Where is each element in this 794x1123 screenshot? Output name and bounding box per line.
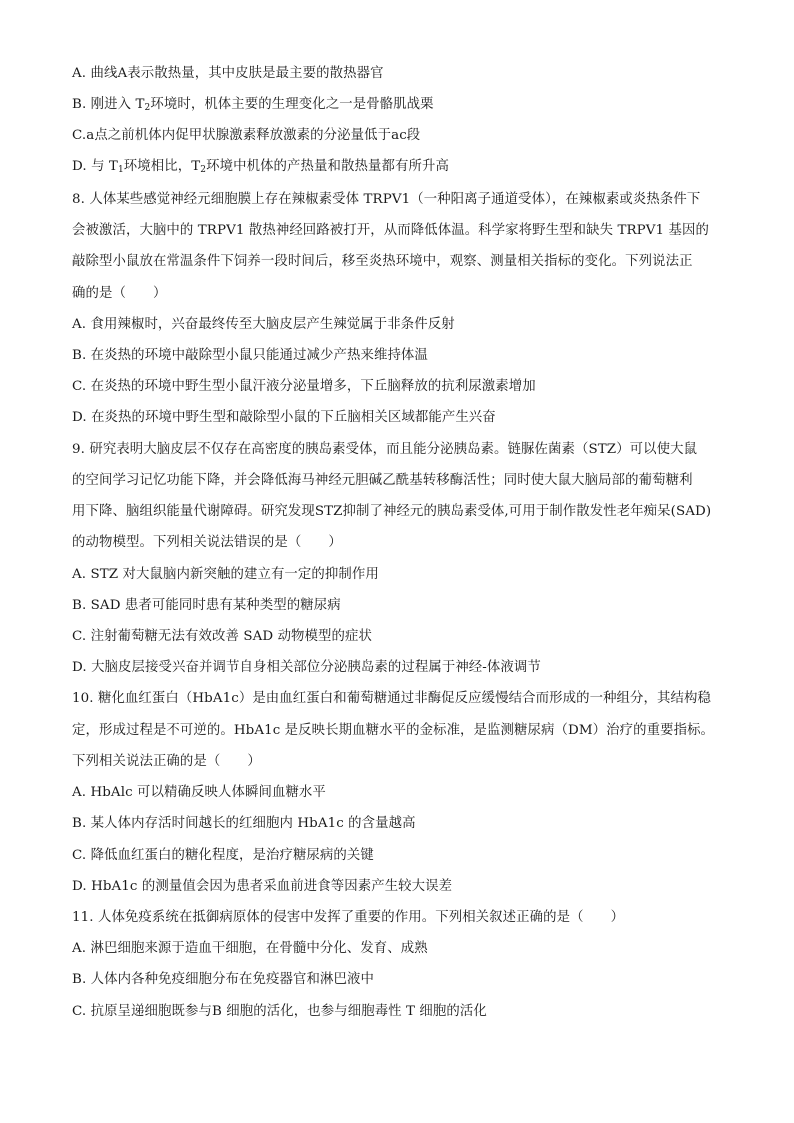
q10-option-a: A. HbAlc 可以精确反映人体瞬间血糖水平 [72,785,326,800]
q11-option-c: C. 抗原呈递细胞既参与B 细胞的活化，也参与细胞毒性 T 细胞的活化 [72,1004,487,1019]
subscript: 1 [117,165,124,175]
q11-option-a: A. 淋巴细胞来源于造血干细胞，在骨髓中分化、发育、成熟 [72,941,428,956]
q11-stem-line: 11. 人体免疫系统在抵御病原体的侵害中发挥了重要的作用。下列相关叙述正确的是（ ） [72,910,625,925]
q8-stem-line: 8. 人体某些感觉神经元细胞膜上存在辣椒素受体 TRPV1（一种阳离子通道受体），在辣椒素或炎热条件下 [72,192,701,207]
option-text: 与 T [91,159,118,174]
q9-stem-line: 的空间学习记忆功能下降，并会降低海马神经元胆碱乙酰基转移酶活性；同时使大鼠大脑局部的葡萄糖利 [72,473,693,488]
option-text: a点之前机体内促甲状腺激素释放激素的分泌量低于ac段 [86,128,421,143]
q10-option-d: D. HbA1c 的测量值会因为患者采血前进食等因素产生较大误差 [72,879,453,894]
q9-stem-line: 的动物模型。下列相关说法错误的是（ ） [72,535,342,550]
q11-option-b: B. 人体内各种免疫细胞分布在免疫器官和淋巴液中 [72,972,374,987]
q9-stem-line: 用下降、脑组织能量代谢障碍。研究发现STZ抑制了神经元的胰岛素受体,可用于制作散发性老年痴呆(SAD) [72,504,712,519]
q9-option-a: A. STZ 对大鼠脑内新突触的建立有一定的抑制作用 [72,567,379,582]
option-text: 环境相比，T [123,159,201,174]
q7-option-d [72,157,740,177]
q8-option-a: A. 食用辣椒时，兴奋最终传至大脑皮层产生辣觉属于非条件反射 [72,317,455,332]
option-text: 环境时，机体主要的生理变化之一是骨骼肌战栗 [150,97,434,112]
q10-stem-line: 下列相关说法正确的是（ ） [72,754,261,769]
q9-option-c: C. 注射葡萄糖无法有效改善 SAD 动物模型的症状 [72,629,373,644]
q8-stem-line: 敲除型小鼠放在常温条件下饲养一段时间后，移至炎热环境中，观察、测量相关指标的变化。下列说法正 [72,254,693,269]
q8-option-d: D. 在炎热的环境中野生型和敲除型小鼠的下丘脑相关区域都能产生兴奋 [72,410,496,425]
option-label: C. [72,128,87,143]
q9-stem-line: 9. 研究表明大脑皮层不仅存在高密度的胰岛素受体，而且能分泌胰岛素。链脲佐菌素（STZ）可以使大鼠 [72,442,698,457]
subscript: 2 [144,103,151,113]
q9-option-b: B. SAD 患者可能同时患有某种类型的糖尿病 [72,598,341,613]
option-text: 环境中机体的产热量和散热量都有所升高 [206,159,449,174]
q10-stem-line: 定，形成过程是不可逆的。HbA1c 是反映长期血糖水平的金标准，是监测糖尿病（DM）治疗的重要指标。 [72,723,715,738]
option-label: B. [72,97,87,112]
q10-stem-line: 10. 糖化血红蛋白（HbA1c）是由血红蛋白和葡萄糖通过非酶促反应缓慢结合而形成的一种组分，其结构稳 [72,691,711,706]
q7-option-c [72,126,740,146]
q8-option-b: B. 在炎热的环境中敲除型小鼠只能通过减少产热来维持体温 [72,348,428,363]
q8-option-c: C. 在炎热的环境中野生型小鼠汗液分泌量增多，下丘脑释放的抗利尿激素增加 [72,379,536,394]
q10-option-b: B. 某人体内存活时间越长的红细胞内 HbA1c 的含量越高 [72,816,416,831]
subscript: 2 [200,165,207,175]
option-text: 曲线A表示散热量，其中皮肤是最主要的散热器官 [90,66,384,81]
q9-option-d: D. 大脑皮层接受兴奋并调节自身相关部位分泌胰岛素的过程属于神经-体液调节 [72,660,541,675]
q7-option-a [72,64,740,84]
option-text: 刚进入 T [90,97,145,112]
option-label: A. [72,66,87,81]
option-label: D. [72,159,87,174]
q7-option-b [72,95,740,115]
q8-stem-line: 会被激活，大脑中的 TRPV1 散热神经回路被打开，从而降低体温。科学家将野生型和缺失 TRPV1 基因的 [72,223,709,238]
q8-stem-line: 确的是（ ） [72,286,167,301]
q10-option-c: C. 降低血红蛋白的糖化程度，是治疗糖尿病的关键 [72,848,374,863]
